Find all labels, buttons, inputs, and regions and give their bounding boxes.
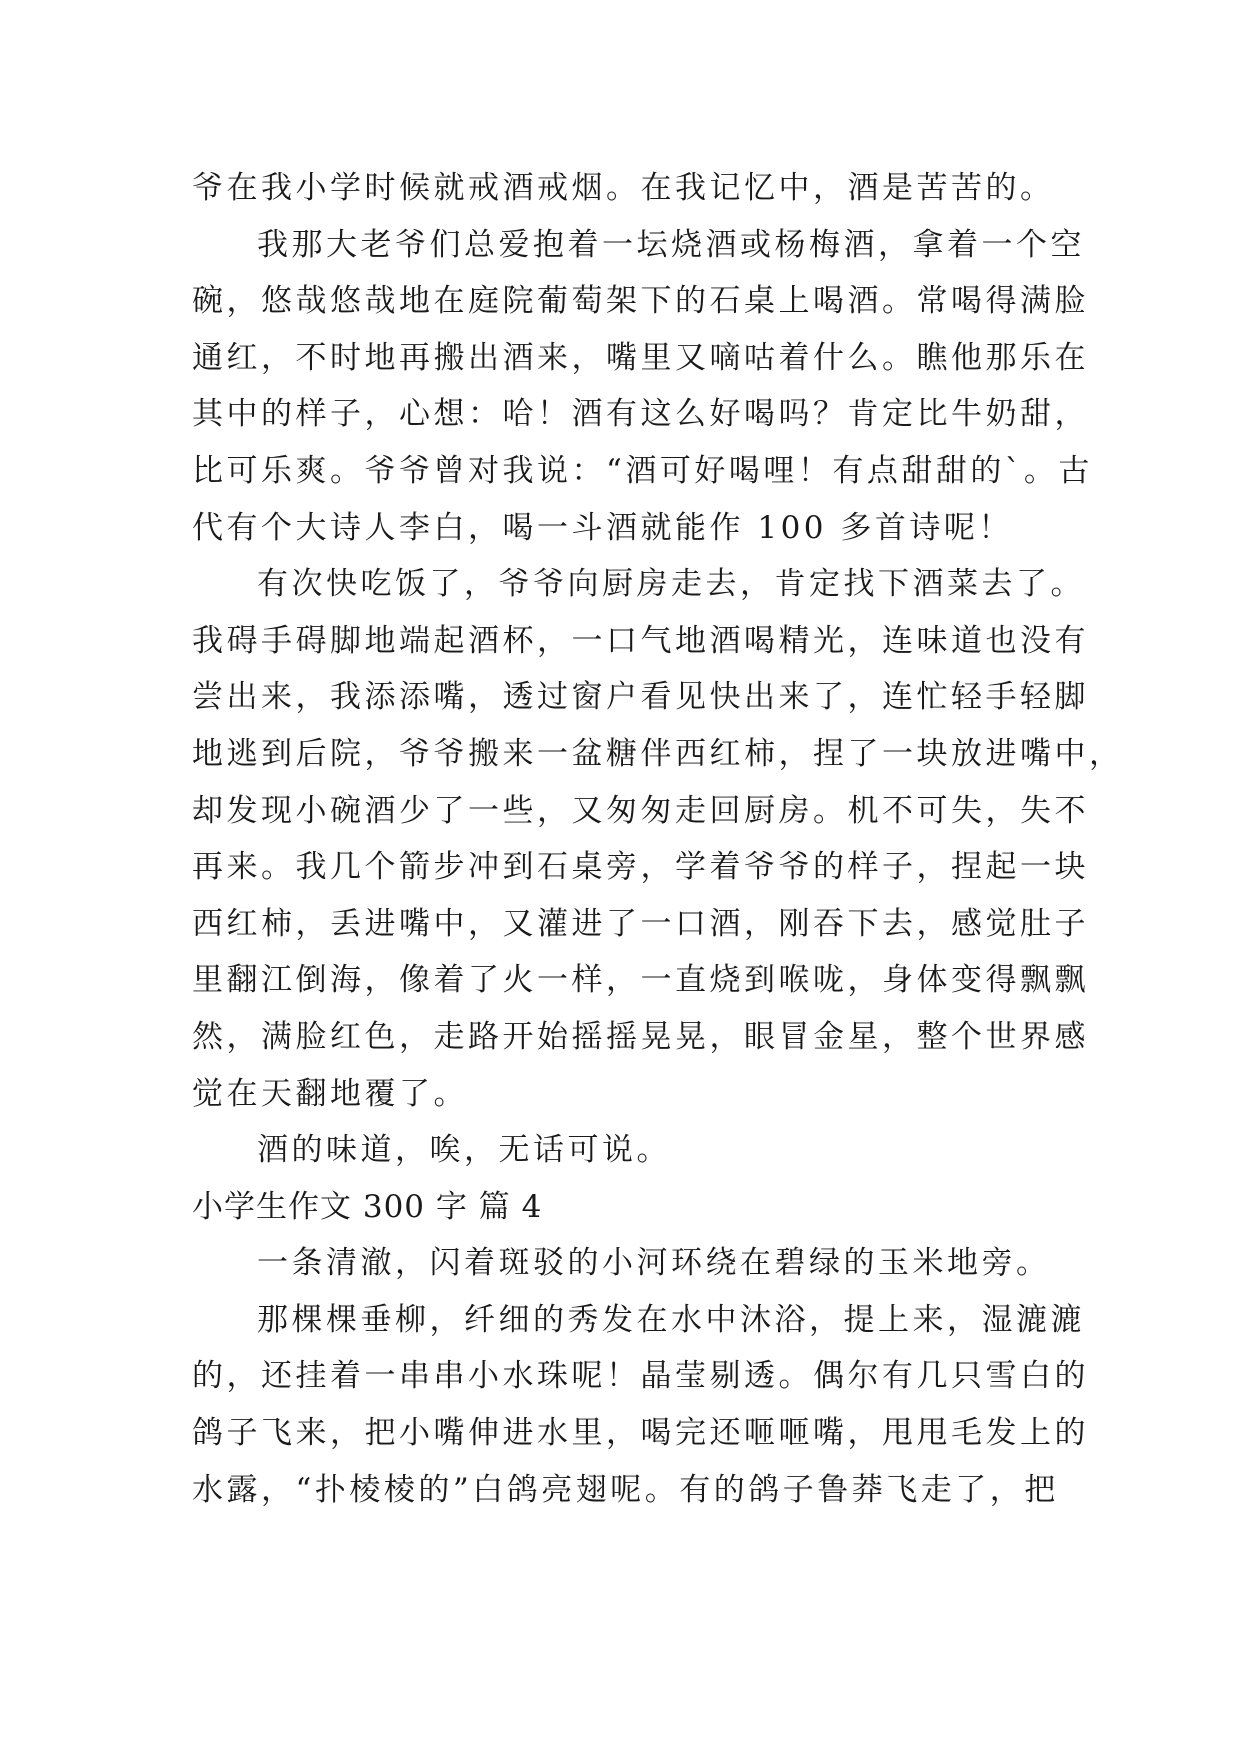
paragraph-start: 那棵棵垂柳，纤细的秀发在水中沐浴，提上来，湿漉漉: [257, 1301, 1085, 1338]
document-body: [192, 160, 1124, 1518]
section-heading: 小学生作文 300 字 篇 4: [192, 1188, 543, 1225]
text-line: 比可乐爽。爷爷曾对我说：“酒可好喝哩！有点甜甜的`。古: [192, 452, 1093, 489]
text-line: 鸽子飞来，把小嘴伸进水里，喝完还咂咂嘴，甩甩毛发上的: [192, 1415, 1089, 1452]
paragraph-start: 我那大老爷们总爱抱着一坛烧酒或杨梅酒，拿着一个空: [257, 226, 1085, 263]
paragraph-start: 一条清澈，闪着斑驳的小河环绕在碧绿的玉米地旁。: [257, 1245, 1051, 1282]
paragraph-start: 有次快吃饭了，爷爷向厨房走去，肯定找下酒菜去了。: [257, 566, 1085, 603]
text-line: 的，还挂着一串串小水珠呢！晶莹剔透。偶尔有几只雪白的: [192, 1358, 1089, 1395]
text-line: 其中的样子，心想：哈！酒有这么好喝吗？肯定比牛奶甜，: [192, 396, 1089, 433]
text-line: 尝出来，我添添嘴，透过窗户看见快出来了，连忙轻手轻脚: [192, 679, 1089, 716]
text-line: 然，满脸红色，走路开始摇摇晃晃，眼冒金星，整个世界感: [192, 1018, 1089, 1055]
text-line: 碗，悠哉悠哉地在庭院葡萄架下的石桌上喝酒。常喝得满脸: [192, 283, 1089, 320]
text-line: 通红，不时地再搬出酒来，嘴里又嘀咕着什么。瞧他那乐在: [192, 339, 1089, 376]
text-line: 再来。我几个箭步冲到石桌旁，学着爷爷的样子，捏起一块: [192, 849, 1089, 886]
text-line: 代有个大诗人李白，喝一斗酒就能作 100 多首诗呢！: [192, 509, 1013, 546]
text-line: 觉在天翻地覆了。: [192, 1075, 468, 1112]
text-line: 爷在我小学时候就戒酒戒烟。在我记忆中，酒是苦苦的。: [192, 170, 1055, 206]
text-line: 西红柿，丢进嘴中，又灌进了一口酒，刚吞下去，感觉肚子: [192, 905, 1089, 942]
text-line: 我碍手碍脚地端起酒杯，一口气地酒喝精光，连味道也没有: [192, 622, 1089, 659]
text-line: 里翻江倒海，像着了火一样，一直烧到喉咙，身体变得飘飘: [192, 962, 1089, 999]
text-line: 却发现小碗酒少了一些，又匆匆走回厨房。机不可失，失不: [192, 792, 1089, 829]
text-line: 水露，“扑棱棱的”白鸽亮翅呢。有的鸽子鲁莽飞走了，把: [192, 1471, 1059, 1508]
text-line: 地逃到后院，爷爷搬来一盆糖伴西红柿，捏了一块放进嘴中，: [192, 735, 1124, 772]
paragraph-start: 酒的味道，唉，无话可说。: [257, 1132, 671, 1169]
